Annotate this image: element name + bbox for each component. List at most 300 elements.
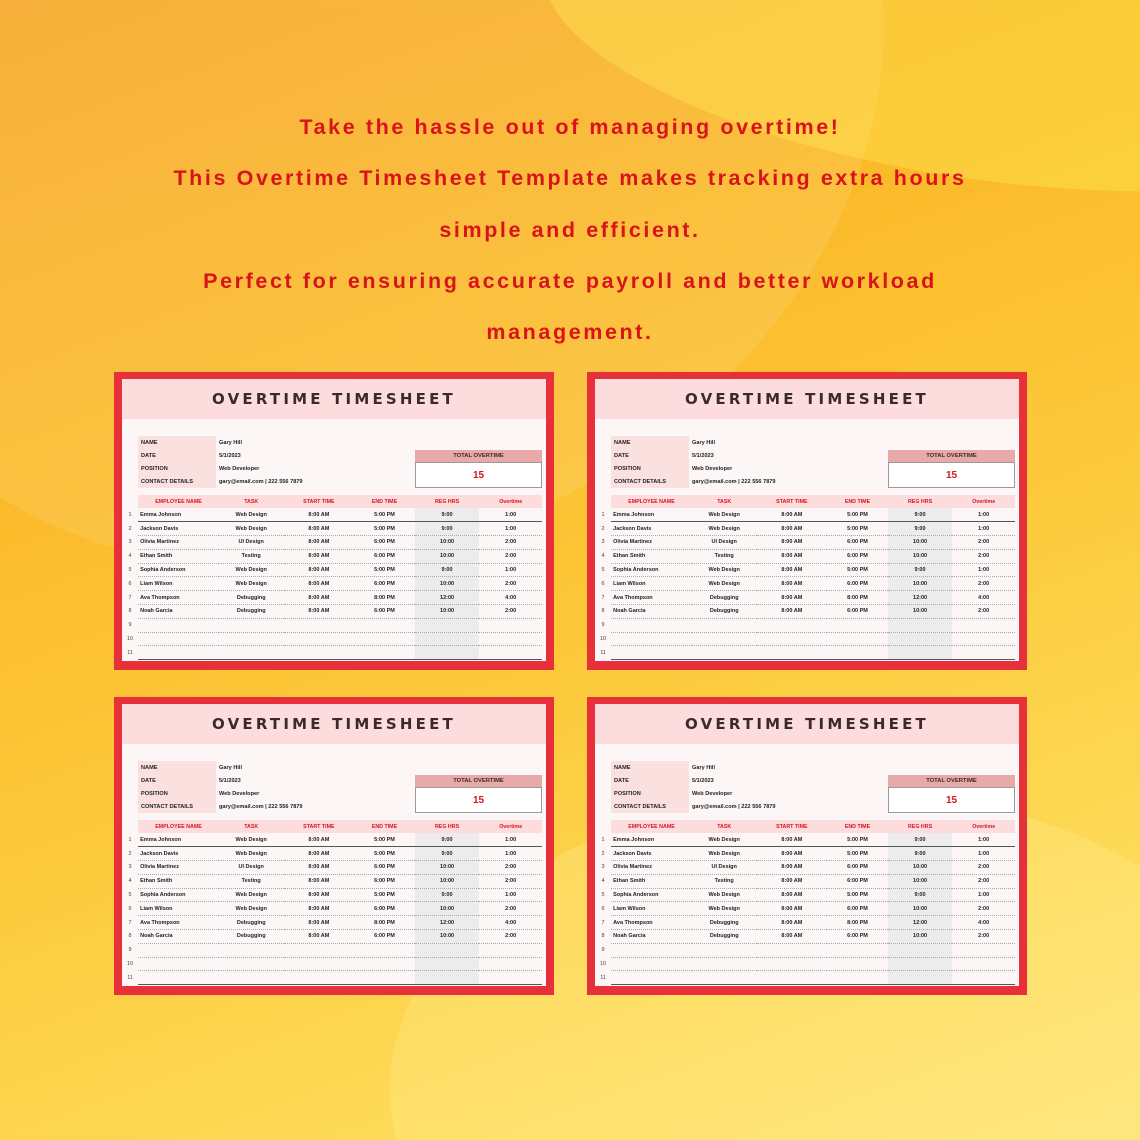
employee-name-cell [138,646,219,660]
timesheet-sheet [122,379,546,661]
reg-hrs-cell: 9:00 [888,888,953,902]
sheet-title-band [122,379,546,419]
end-time-cell: 8:00 PM [354,916,415,930]
info-label: NAME [138,436,216,449]
table-row [595,916,1015,930]
column-header: REG HRS [888,495,953,508]
reg-hrs-cell: 10:00 [888,549,953,563]
employee-name-cell: Jackson Davis [138,522,219,536]
employee-name-cell: Emma Johnson [138,508,219,522]
task-cell: UI Design [692,536,757,550]
start-time-cell: 8:00 AM [757,833,828,847]
employee-name-cell [611,646,692,660]
employee-name-cell [611,618,692,632]
end-time-cell: 5:00 PM [827,508,888,522]
end-time-cell: 5:00 PM [827,833,888,847]
employee-name-cell: Sophia Anderson [138,888,219,902]
reg-hrs-cell: 10:00 [415,549,480,563]
row-number: 5 [128,892,132,899]
reg-hrs-cell: 9:00 [888,508,953,522]
employee-name-cell: Emma Johnson [611,833,692,847]
column-header: START TIME [757,495,828,508]
task-cell: Debugging [692,591,757,605]
row-number: 2 [128,525,132,532]
task-cell: Web Design [692,902,757,916]
reg-hrs-cell: 10:00 [888,874,953,888]
end-time-cell: 6:00 PM [827,930,888,944]
end-time-cell: 6:00 PM [354,605,415,619]
reg-hrs-cell [415,971,480,985]
row-number: 8 [601,933,605,940]
row-number: 5 [601,892,605,899]
info-value: gary@email.com | 222 556 7879 [219,803,303,810]
employee-name-cell [138,618,219,632]
start-time-cell: 8:00 AM [757,874,828,888]
row-number: 1 [128,836,132,843]
task-cell: Web Design [219,508,284,522]
column-header: END TIME [827,495,888,508]
info-row [611,436,861,449]
reg-hrs-cell [888,943,953,957]
task-cell [692,957,757,971]
end-time-cell [354,646,415,660]
start-time-cell [757,971,828,985]
table-row [595,833,1015,847]
info-label: POSITION [138,787,216,800]
info-row [138,449,388,462]
column-header: Overtime [479,820,542,833]
column-header: START TIME [284,820,355,833]
end-time-cell: 6:00 PM [354,536,415,550]
task-cell: Testing [219,874,284,888]
table-header-row [595,820,1015,833]
overtime-cell [479,943,542,957]
overtime-cell: 1:00 [952,888,1015,902]
table-row [122,536,542,550]
task-cell: Testing [692,874,757,888]
task-cell [692,632,757,646]
info-row [138,800,388,813]
row-number: 11 [127,649,133,656]
end-time-cell: 6:00 PM [354,902,415,916]
total-overtime-box [415,775,542,813]
row-number: 2 [601,525,605,532]
task-cell: Testing [692,549,757,563]
employee-name-cell: Jackson Davis [611,847,692,861]
column-header: REG HRS [415,495,480,508]
end-time-cell: 5:00 PM [354,563,415,577]
sheet-title-band [595,379,1019,419]
end-time-cell [827,957,888,971]
employee-name-cell: Liam Wilson [611,902,692,916]
reg-hrs-cell: 10:00 [415,902,480,916]
task-cell [219,971,284,985]
employee-name-cell: Emma Johnson [138,833,219,847]
row-number: 8 [601,608,605,615]
info-label: CONTACT DETAILS [138,800,216,813]
overtime-cell: 2:00 [479,549,542,563]
info-value: Web Developer [219,790,260,797]
total-overtime-label: TOTAL OVERTIME [888,450,1015,462]
info-label: DATE [138,449,216,462]
column-header: REG HRS [415,820,480,833]
table-row [122,605,542,619]
task-cell: Web Design [692,833,757,847]
start-time-cell: 8:00 AM [284,536,355,550]
headline-line: Take the hassle out of managing overtime! [299,115,841,139]
employee-name-cell: Sophia Anderson [138,563,219,577]
start-time-cell: 8:00 AM [284,861,355,875]
sheet-title-band [122,704,546,744]
table-row [122,957,542,971]
overtime-cell [952,632,1015,646]
table-row [122,888,542,902]
start-time-cell: 8:00 AM [757,508,828,522]
start-time-cell: 8:00 AM [284,605,355,619]
end-time-cell [354,618,415,632]
info-row [611,774,861,787]
task-cell: Debugging [692,916,757,930]
employee-name-cell [611,943,692,957]
column-header: TASK [692,495,757,508]
task-cell [219,632,284,646]
table-row [122,632,542,646]
employee-name-cell [138,971,219,985]
table-row [595,874,1015,888]
employee-name-cell: Emma Johnson [611,508,692,522]
reg-hrs-cell: 10:00 [415,874,480,888]
timesheet-table [122,820,542,985]
row-number: 10 [127,636,134,643]
info-value: Gary Hill [219,764,243,771]
overtime-cell: 2:00 [952,861,1015,875]
start-time-cell: 8:00 AM [284,563,355,577]
column-header: END TIME [827,820,888,833]
timesheet-sheet [595,379,1019,661]
task-cell [219,943,284,957]
end-time-cell: 5:00 PM [827,522,888,536]
task-cell: Debugging [219,916,284,930]
overtime-cell: 1:00 [952,847,1015,861]
employee-name-cell: Ethan Smith [138,549,219,563]
info-row [611,761,861,774]
start-time-cell: 8:00 AM [284,916,355,930]
task-cell: Web Design [219,847,284,861]
start-time-cell: 8:00 AM [757,902,828,916]
info-value: Web Developer [692,465,733,472]
overtime-cell: 1:00 [479,563,542,577]
employee-name-cell: Olivia Martinez [138,536,219,550]
overtime-cell: 1:00 [952,833,1015,847]
overtime-cell [952,943,1015,957]
end-time-cell: 5:00 PM [354,888,415,902]
end-time-cell: 5:00 PM [354,847,415,861]
row-number: 5 [601,567,605,574]
task-cell: Debugging [219,591,284,605]
info-label: POSITION [611,787,689,800]
info-label: NAME [611,761,689,774]
column-header: Overtime [952,820,1015,833]
overtime-cell: 1:00 [952,563,1015,577]
table-row [122,618,542,632]
row-number: 7 [128,594,132,601]
overtime-cell: 2:00 [952,930,1015,944]
overtime-cell: 2:00 [952,902,1015,916]
row-number: 10 [127,961,134,968]
timesheet-preview-card [114,372,554,670]
table-row [595,902,1015,916]
table-row [595,563,1015,577]
employee-name-cell: Noah Garcia [611,930,692,944]
table-row [595,508,1015,522]
task-cell [692,943,757,957]
info-value: Gary Hill [692,439,716,446]
task-cell: Web Design [692,563,757,577]
overtime-cell [952,971,1015,985]
info-row [611,475,861,488]
row-number: 4 [601,878,605,885]
task-cell: Web Design [692,577,757,591]
info-label: POSITION [611,462,689,475]
table-row [122,591,542,605]
start-time-cell: 8:00 AM [757,930,828,944]
start-time-cell [757,943,828,957]
table-row [122,577,542,591]
row-number: 11 [600,974,606,981]
end-time-cell: 6:00 PM [354,549,415,563]
end-time-cell: 6:00 PM [827,861,888,875]
row-number: 3 [601,864,605,871]
timesheet-table [595,820,1015,985]
overtime-cell: 1:00 [479,508,542,522]
task-cell: Web Design [219,563,284,577]
row-number: 9 [601,622,605,629]
info-value: Web Developer [692,790,733,797]
reg-hrs-cell: 9:00 [415,508,480,522]
total-overtime-box [415,450,542,488]
row-number: 3 [128,864,132,871]
total-overtime-label: TOTAL OVERTIME [888,775,1015,787]
row-number: 6 [601,580,605,587]
end-time-cell [827,632,888,646]
row-number: 1 [601,836,605,843]
reg-hrs-cell: 12:00 [888,591,953,605]
end-time-cell: 8:00 PM [354,591,415,605]
timesheet-sheet [122,704,546,986]
reg-hrs-cell: 9:00 [415,522,480,536]
end-time-cell: 6:00 PM [354,861,415,875]
employee-name-cell: Sophia Anderson [611,563,692,577]
start-time-cell [284,957,355,971]
info-label: DATE [138,774,216,787]
timesheet-table [595,495,1015,660]
overtime-cell [952,957,1015,971]
start-time-cell: 8:00 AM [757,861,828,875]
timesheet-sheet [595,704,1019,986]
column-header: Overtime [952,495,1015,508]
reg-hrs-cell: 9:00 [415,847,480,861]
overtime-cell: 1:00 [479,522,542,536]
reg-hrs-cell: 9:00 [415,888,480,902]
end-time-cell: 6:00 PM [354,577,415,591]
reg-hrs-cell: 9:00 [888,847,953,861]
row-number: 10 [600,961,607,968]
table-row [122,646,542,660]
employee-name-cell: Olivia Martinez [611,861,692,875]
start-time-cell: 8:00 AM [284,847,355,861]
reg-hrs-cell: 10:00 [415,861,480,875]
column-header: TASK [219,495,284,508]
employee-name-cell: Ethan Smith [138,874,219,888]
task-cell: Web Design [219,902,284,916]
table-row [595,971,1015,985]
row-number: 4 [128,878,132,885]
employee-name-cell: Ava Thompson [611,916,692,930]
employee-name-cell: Noah Garcia [611,605,692,619]
info-value: Gary Hill [219,439,243,446]
employee-name-cell [138,632,219,646]
column-header: EMPLOYEE NAME [138,820,219,833]
reg-hrs-cell: 10:00 [415,536,480,550]
row-number: 2 [128,850,132,857]
employee-name-cell: Ava Thompson [611,591,692,605]
start-time-cell: 8:00 AM [284,888,355,902]
start-time-cell: 8:00 AM [284,577,355,591]
row-number-header [595,820,611,833]
row-number-header [122,820,138,833]
start-time-cell [757,957,828,971]
start-time-cell: 8:00 AM [757,563,828,577]
info-label: NAME [611,436,689,449]
overtime-cell [952,618,1015,632]
employee-name-cell [611,632,692,646]
employee-info [138,761,388,813]
column-header: EMPLOYEE NAME [611,495,692,508]
start-time-cell: 8:00 AM [757,591,828,605]
table-row [595,605,1015,619]
reg-hrs-cell [415,943,480,957]
start-time-cell: 8:00 AM [284,930,355,944]
task-cell: Debugging [219,605,284,619]
column-header: EMPLOYEE NAME [138,495,219,508]
reg-hrs-cell: 9:00 [415,563,480,577]
reg-hrs-cell: 10:00 [888,536,953,550]
column-header: END TIME [354,495,415,508]
employee-name-cell: Jackson Davis [611,522,692,536]
employee-name-cell [611,957,692,971]
task-cell: Web Design [692,508,757,522]
start-time-cell [284,632,355,646]
end-time-cell [354,957,415,971]
table-header-row [122,495,542,508]
headline-line: Perfect for ensuring accurate payroll and better workload [203,268,937,293]
task-cell: UI Design [692,861,757,875]
table-row [595,888,1015,902]
end-time-cell [354,943,415,957]
total-overtime-label: TOTAL OVERTIME [415,775,542,787]
end-time-cell: 5:00 PM [354,522,415,536]
info-row [611,462,861,475]
overtime-cell: 4:00 [952,916,1015,930]
overtime-cell: 4:00 [479,916,542,930]
overtime-cell: 4:00 [952,591,1015,605]
headline [0,102,1140,358]
end-time-cell: 6:00 PM [354,930,415,944]
table-row [595,522,1015,536]
task-cell: Web Design [219,833,284,847]
timesheet-preview-card [587,697,1027,995]
task-cell: Web Design [219,888,284,902]
reg-hrs-cell: 10:00 [888,605,953,619]
reg-hrs-cell: 10:00 [888,577,953,591]
row-number: 1 [128,511,132,518]
start-time-cell [284,618,355,632]
row-number: 1 [601,511,605,518]
end-time-cell [827,971,888,985]
info-value: gary@email.com | 222 556 7879 [219,478,303,485]
employee-name-cell: Ethan Smith [611,874,692,888]
row-number: 2 [601,850,605,857]
sheet-title-band [595,704,1019,744]
info-label: DATE [611,774,689,787]
row-number: 6 [601,905,605,912]
table-row [122,971,542,985]
table-row [122,563,542,577]
task-cell: Debugging [692,605,757,619]
row-number: 9 [601,947,605,954]
start-time-cell: 8:00 AM [284,522,355,536]
table-row [595,861,1015,875]
start-time-cell [284,646,355,660]
overtime-cell: 2:00 [952,536,1015,550]
row-number: 11 [127,974,133,981]
row-number: 6 [128,905,132,912]
task-cell: UI Design [219,861,284,875]
reg-hrs-cell: 9:00 [415,833,480,847]
end-time-cell [827,618,888,632]
info-value: 5/1/2023 [219,777,241,784]
task-cell: Testing [219,549,284,563]
task-cell: Web Design [219,577,284,591]
overtime-cell: 2:00 [479,861,542,875]
task-cell: Debugging [219,930,284,944]
start-time-cell: 8:00 AM [284,874,355,888]
timesheet-table [122,495,542,660]
table-row [595,632,1015,646]
row-number: 10 [600,636,607,643]
overtime-cell: 2:00 [479,930,542,944]
end-time-cell [354,632,415,646]
info-label: CONTACT DETAILS [611,800,689,813]
total-overtime-box [888,775,1015,813]
employee-name-cell [138,943,219,957]
reg-hrs-cell: 10:00 [415,605,480,619]
info-row [138,774,388,787]
employee-name-cell: Liam Wilson [611,577,692,591]
task-cell [219,646,284,660]
start-time-cell [284,943,355,957]
employee-name-cell [138,957,219,971]
end-time-cell: 6:00 PM [827,549,888,563]
reg-hrs-cell: 10:00 [888,902,953,916]
info-row [138,787,388,800]
end-time-cell: 6:00 PM [827,577,888,591]
info-row [138,436,388,449]
table-row [122,902,542,916]
table-row [595,549,1015,563]
info-label: CONTACT DETAILS [138,475,216,488]
start-time-cell: 8:00 AM [284,508,355,522]
